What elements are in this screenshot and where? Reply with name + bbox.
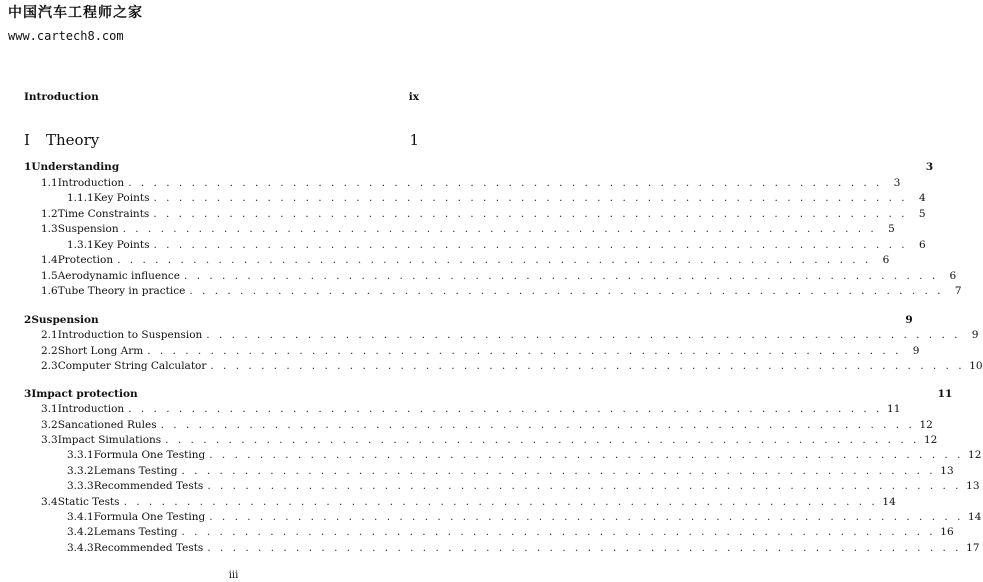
toc-entry-number: 1.6 xyxy=(41,285,58,297)
toc-entry-title: Formula One Testing xyxy=(93,449,206,461)
toc-entry-title: Time Constraints xyxy=(57,208,150,220)
toc-entry-page: 13 xyxy=(940,465,954,477)
toc-intro-row[interactable] xyxy=(24,91,419,104)
toc-entry-title: Lemans Testing xyxy=(93,465,178,477)
toc-entry-page: 5 xyxy=(918,208,926,220)
toc-dot-leader: . . . . . . . . . . . . . . . . . . . . . . . . . . . . . . . . . . . . . . . . . . . . . . . . . . . . . . . . . . . . xyxy=(165,434,920,446)
toc-subsection-row[interactable] xyxy=(24,511,982,524)
toc-dot-leader: . . . . . . . . . . . . . . . . . . . . . . . . . . . . . . . . . . . . . . . . . . . . . . . . . . . . . . . . . . . . xyxy=(209,449,964,461)
toc-subsection-row[interactable] xyxy=(24,239,926,252)
toc-entry-page: 12 xyxy=(919,419,933,431)
page-number: iii xyxy=(228,570,239,581)
toc-entry-page: 5 xyxy=(888,223,895,235)
toc-entry-title: Static Tests xyxy=(57,496,120,508)
toc-entry-page: 3 xyxy=(893,177,901,189)
toc-dot-leader: . . . . . . . . . . . . . . . . . . . . . . . . . . . . . . . . . . . . . . . . . . . . . . . . . . . . . . . . . . . . xyxy=(209,511,964,523)
toc-entry-number: 1.2 xyxy=(41,208,58,220)
toc-entry-number: 1.1.1 xyxy=(67,192,94,204)
toc-entry-page: 16 xyxy=(940,526,954,538)
toc-subsection-row[interactable] xyxy=(24,542,980,555)
toc-entry-title: Computer String Calculator xyxy=(57,360,207,372)
toc-entry-title: Suspension xyxy=(57,223,119,235)
toc-entry-page: 6 xyxy=(882,254,890,266)
toc-section-row[interactable] xyxy=(24,254,890,267)
toc-entry-number: 3.4.1 xyxy=(67,511,94,523)
toc-entry-number: 3.4.2 xyxy=(67,526,94,538)
toc-part-title: Theory xyxy=(46,131,100,149)
toc-section-row[interactable] xyxy=(24,345,920,358)
toc-section-row[interactable] xyxy=(24,270,957,283)
toc-entry-title: Key Points xyxy=(93,239,150,251)
toc-entry-title: Introduction to Suspension xyxy=(57,329,203,341)
toc-dot-leader: . . . . . . . . . . . . . . . . . . . . . . . . . . . . . . . . . . . . . . . . . . . . . . . . . . . . . . . . . . . . xyxy=(147,345,902,357)
toc-entry-number: 1.5 xyxy=(41,270,58,282)
toc-dot-leader: . . . . . . . . . . . . . . . . . . . . . . . . . . . . . . . . . . . . . . . . . . . . . . . . . . . . . . . . . . . . xyxy=(153,192,908,204)
toc-section-row[interactable] xyxy=(24,329,979,342)
toc-entry-number: 3.1 xyxy=(41,403,58,415)
toc-entry-page: 9 xyxy=(971,329,979,341)
watermark-title: 中国汽车工程师之家 xyxy=(8,5,143,21)
toc-dot-leader: . . . . . . . . . . . . . . . . . . . . . . . . . . . . . . . . . . . . . . . . . . . . . . . . . . . . . . . . . . . . xyxy=(128,403,883,415)
toc-dot-leader: . . . . . . . . . . . . . . . . . . . . . . . . . . . . . . . . . . . . . . . . . . . . . . . . . . . . . . . . . . . . xyxy=(123,496,878,508)
toc-entry-page: 4 xyxy=(918,192,926,204)
toc-dot-leader: . . . . . . . . . . . . . . . . . . . . . . . . . . . . . . . . . . . . . . . . . . . . . . . . . . . . . . . . . . . . xyxy=(153,208,908,220)
toc-section-row[interactable] xyxy=(24,208,926,221)
toc-entry-page: 14 xyxy=(882,496,896,508)
toc-entry-number: 1.3.1 xyxy=(67,239,94,251)
toc-subsection-row[interactable] xyxy=(24,449,982,462)
toc-entry-page: 6 xyxy=(949,270,957,282)
toc-entry-number: 3.2 xyxy=(41,419,58,431)
toc-entry-title: Understanding xyxy=(31,161,120,173)
toc-subsection-row[interactable] xyxy=(24,480,980,493)
toc-dot-leader: . . . . . . . . . . . . . . . . . . . . . . . . . . . . . . . . . . . . . . . . . . . . . . . . . . . . . . . . . . . . xyxy=(184,270,939,282)
toc-entry-page: 9 xyxy=(912,345,920,357)
toc-dot-leader: . . . . . . . . . . . . . . . . . . . . . . . . . . . . . . . . . . . . . . . . . . . . . . . . . . . . . . . . . . . . xyxy=(181,465,936,477)
toc-entry-title: Suspension xyxy=(31,314,99,326)
toc-dot-leader: . . . . . . . . . . . . . . . . . . . . . . . . . . . . . . . . . . . . . . . . . . . . . . . . . . . . . . . . . . . . xyxy=(117,254,872,266)
toc-chapter-row[interactable] xyxy=(24,388,953,401)
toc-dot-leader: . . . . . . . . . . . . . . . . . . . . . . . . . . . . . . . . . . . . . . . . . . . . . . . . . . . . . . . . . . . . xyxy=(122,223,877,235)
toc-subsection-row[interactable] xyxy=(24,465,954,478)
toc-entry-page: 17 xyxy=(966,542,980,554)
toc-entry-page: 13 xyxy=(966,480,980,492)
toc-dot-leader: . . . . . . . . . . . . . . . . . . . . . . . . . . . . . . . . . . . . . . . . . . . . . . . . . . . . . . . . . . . . xyxy=(206,329,961,341)
toc-entry-title: Introduction xyxy=(57,177,125,189)
toc-entry-number: 2.3 xyxy=(41,360,58,372)
toc-entry-title: Aerodynamic influence xyxy=(57,270,181,282)
toc-entry-title: Impact Simulations xyxy=(57,434,162,446)
toc-entry-page: 7 xyxy=(954,285,962,297)
toc-entry-page: 14 xyxy=(968,511,982,523)
toc-entry-page: 9 xyxy=(905,314,913,326)
toc-entry-page: 6 xyxy=(918,239,926,251)
toc-entry-page: 12 xyxy=(968,449,982,461)
toc-dot-leader: . . . . . . . . . . . . . . . . . . . . . . . . . . . . . . . . . . . . . . . . . . . . . . . . . . . . . . . . . . . . xyxy=(189,285,944,297)
toc-section-row[interactable] xyxy=(24,496,896,509)
toc-entry-number: 3.3 xyxy=(41,434,58,446)
toc-entry-number: 1 xyxy=(24,161,32,173)
toc-entry-page: 11 xyxy=(937,388,953,400)
toc-entry-title: Tube Theory in practice xyxy=(57,285,186,297)
toc-entry-page: 12 xyxy=(923,434,938,446)
toc-intro-page: ix xyxy=(408,91,419,103)
toc-chapter-row[interactable] xyxy=(24,161,934,174)
toc-entry-title: Introduction xyxy=(57,403,125,415)
toc-entry-title: Key Points xyxy=(93,192,150,204)
toc-entry-page: 11 xyxy=(887,403,901,415)
toc-entry-page: 3 xyxy=(925,161,934,173)
toc-section-row[interactable] xyxy=(24,285,962,298)
toc-entry-title: Formula One Testing xyxy=(93,511,206,523)
toc-dot-leader: . . . . . . . . . . . . . . . . . . . . . . . . . . . . . . . . . . . . . . . . . . . . . . . . . . . . . . . . . . . . xyxy=(207,480,962,492)
toc-entry-number: 1.3 xyxy=(41,223,58,235)
toc-entry-number: 2 xyxy=(24,314,32,326)
toc-entry-number: 3 xyxy=(24,388,32,400)
toc-entry-number: 3.3.1 xyxy=(67,449,94,461)
watermark xyxy=(8,6,143,42)
toc-subsection-row[interactable] xyxy=(24,192,926,205)
toc-entry-number: 3.3.2 xyxy=(67,465,94,477)
toc-section-row[interactable] xyxy=(24,434,938,447)
toc-entry-title: Sancationed Rules xyxy=(57,419,157,431)
toc-part-row[interactable] xyxy=(24,131,419,149)
toc-dot-leader: . . . . . . . . . . . . . . . . . . . . . . . . . . . . . . . . . . . . . . . . . . . . . . . . . . . . . . . . . . . . xyxy=(181,526,936,538)
toc-entry-title: Short Long Arm xyxy=(57,345,144,357)
toc-dot-leader: . . . . . . . . . . . . . . . . . . . . . . . . . . . . . . . . . . . . . . . . . . . . . . . . . . . . . . . . . . . . xyxy=(207,542,962,554)
toc-subsection-row[interactable] xyxy=(24,526,954,539)
toc-intro-title: Introduction xyxy=(24,91,99,103)
toc-section-row[interactable] xyxy=(24,177,901,190)
toc-section-row[interactable] xyxy=(24,360,983,373)
toc-dot-leader: . . . . . . . . . . . . . . . . . . . . . . . . . . . . . . . . . . . . . . . . . . . . . . . . . . . . . . . . . . . . xyxy=(210,360,965,372)
toc-entry-title: Impact protection xyxy=(31,388,138,400)
toc-dot-leader: . . . . . . . . . . . . . . . . . . . . . . . . . . . . . . . . . . . . . . . . . . . . . . . . . . . . . . . . . . . . xyxy=(128,177,883,189)
toc-part-page: 1 xyxy=(409,131,419,149)
toc-entry-title: Recommended Tests xyxy=(93,542,204,554)
toc-entry-page: 10 xyxy=(969,360,983,372)
toc-section-row[interactable] xyxy=(24,403,901,416)
toc-entry-title: Recommended Tests xyxy=(93,480,204,492)
toc-entry-title: Protection xyxy=(57,254,114,266)
toc-entry-number: 1.1 xyxy=(41,177,58,189)
toc-entry-number: 2.1 xyxy=(41,329,58,341)
toc-dot-leader: . . . . . . . . . . . . . . . . . . . . . . . . . . . . . . . . . . . . . . . . . . . . . . . . . . . . . . . . . . . . xyxy=(153,239,908,251)
toc-entry-number: 3.4 xyxy=(41,496,58,508)
toc-dot-leader: . . . . . . . . . . . . . . . . . . . . . . . . . . . . . . . . . . . . . . . . . . . . . . . . . . . . . . . . . . . . xyxy=(160,419,915,431)
toc-entry-number: 3.3.3 xyxy=(67,480,94,492)
toc-entry-number: 1.4 xyxy=(41,254,58,266)
toc-entry-number: 3.4.3 xyxy=(67,542,94,554)
toc-section-row[interactable] xyxy=(24,223,895,236)
toc-section-row[interactable] xyxy=(24,419,933,432)
watermark-url: www.cartech8.com xyxy=(8,29,124,43)
toc-part-number: I xyxy=(24,131,30,149)
toc-chapter-row[interactable] xyxy=(24,314,913,327)
toc-entry-number: 2.2 xyxy=(41,345,58,357)
toc-entry-title: Lemans Testing xyxy=(93,526,178,538)
